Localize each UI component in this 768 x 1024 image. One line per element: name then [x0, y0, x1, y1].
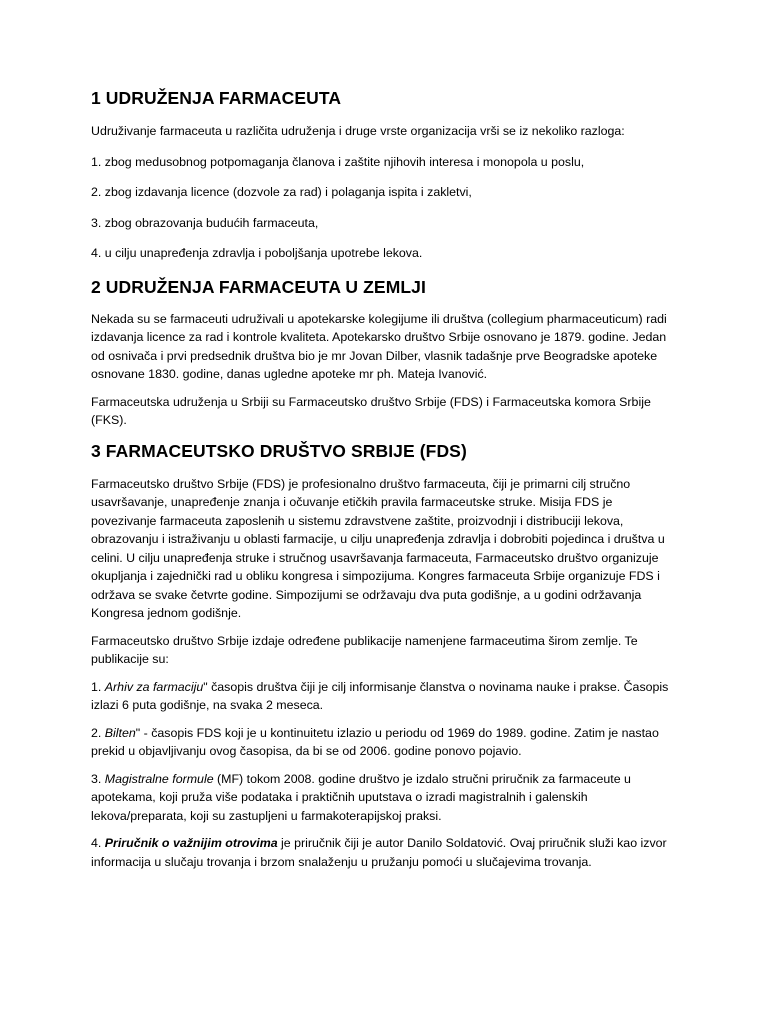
section-1-heading: 1 UDRUŽENJA FARMACEUTA	[91, 88, 342, 108]
publication-title: Bilten	[104, 725, 136, 740]
list-item: 3. zbog obrazovanja budućih farmaceuta,	[91, 215, 319, 230]
publication-item	[91, 678, 681, 715]
section-3-heading: 3 FARMACEUTSKO DRUŠTVO SRBIJE (FDS)	[91, 440, 467, 461]
paragraph: Farmaceutska udruženja u Srbiji su Farmaceutsko društvo Srbije (FDS) i Farmaceutska komora Srbije (FKS).	[91, 394, 651, 427]
section-3	[91, 439, 681, 872]
publication-item	[91, 724, 681, 761]
publication-title: Priručnik o važnijim otrovima	[104, 836, 278, 850]
list-item: 2. zbog izdavanja licence (dozvole za rad) i polaganja ispita i zakletvi,	[91, 185, 472, 199]
paragraph: Farmaceutsko društvo Srbije izdaje određene publikacije namenjene farmaceutima širom zemlje. Te publikacije su:	[91, 633, 638, 666]
section-1-intro: Udruživanje farmaceuta u različita udruženja i druge vrste organizacija vrši se iz nekoliko razloga:	[91, 124, 625, 138]
publication-text: " časopis društva čiji je cilj informisanje članstva o novinama nauke i prakse. Časopis izlazi 6 puta godišnje, na svaka 2 meseca.	[91, 679, 669, 712]
list-item: 1. zbog medusobnog potpomaganja članova i zaštite njihovih interesa i monopola u poslu,	[91, 154, 585, 169]
publication-item	[91, 770, 681, 826]
publication-number: 2.	[91, 725, 105, 740]
section-1	[91, 86, 681, 263]
publication-text: (MF) tokom 2008. godine društvo je izdalo stručni priručnik za farmaceute u apotekama, koji pruža više podataka i praktičnih uputstava o izradi magistralnih i galenskih lekova/preparata, koji su zastupljeni u farmakoterapijskoj praksi.	[91, 771, 631, 823]
publication-title: Arhiv za farmaciju	[104, 679, 204, 694]
list-item: 4. u cilju unapređenja zdravlja i poboljšanja upotrebe lekova.	[91, 246, 423, 260]
publication-item	[91, 834, 681, 871]
publication-text: " - časopis FDS koji je u kontinuitetu izlazio u periodu od 1969 do 1989. godine. Zatim je nastao prekid u objavljivanju ovog časopisa, da bi se od 2006. godine ponovo pojavio.	[91, 725, 659, 758]
publication-number: 4.	[91, 836, 105, 850]
publication-number: 1.	[91, 679, 105, 694]
paragraph: Nekada su se farmaceuti udruživali u apotekarske kolegijume ili društva (collegium pharmaceuticum) radi izdavanja licence za rad i kontrole kvaliteta. Apotekarsko društvo Srbije osnovano je 1879. godine. Jedan od osnivača i prvi predsednik društva bio je mr Jovan Dilber, vlasnik tadašnje prve Beogradske apoteke osnovane 1830. godine, danas ugledne apoteke mr ph. Mateja Ivanović.	[91, 311, 667, 381]
section-2-heading: 2 UDRUŽENJA FARMACEUTA U ZEMLJI	[91, 276, 426, 297]
publication-text: je priručnik čiji je autor Danilo Soldatović. Ovaj priručnik služi kao izvor informacija u slučaju trovanja i brzom snalaženju u pružanju pomoći u slučajevima trovanja.	[91, 836, 667, 869]
publication-title: Magistralne formule	[104, 771, 214, 786]
document-body	[91, 86, 681, 880]
section-2	[91, 275, 681, 430]
paragraph: Farmaceutsko društvo Srbije (FDS) je profesionalno društvo farmaceuta, čiji je primarni cilj stručno usavršavanje, unapređenje znanja i očuvanje etičkih pravila farmaceutske struke. Misija FDS je povezivanje farmaceuta zaposlenih u sistemu zdravstvene zaštite, proizvodnji i distribuciji lekova, obrazovanju i istraživanju u oblasti farmacije, u cilju unapređenja zdravlja i dobrobiti pojedinca i društva u celini. U cilju unapređenja struke i stručnog usavršavanja farmaceuta, Farmaceutsko društvo organizuje okupljanja i zajednički rad u obliku kongresa i simpozijuma. Kongres farmaceuta Srbije organizuje FDS i održava se svake četvrte godine. Simpozijumi se održavaju dva puta godišnje, a u godini održavanja Kongresa jednom godišnje.	[91, 476, 665, 620]
publication-number: 3.	[91, 771, 105, 786]
